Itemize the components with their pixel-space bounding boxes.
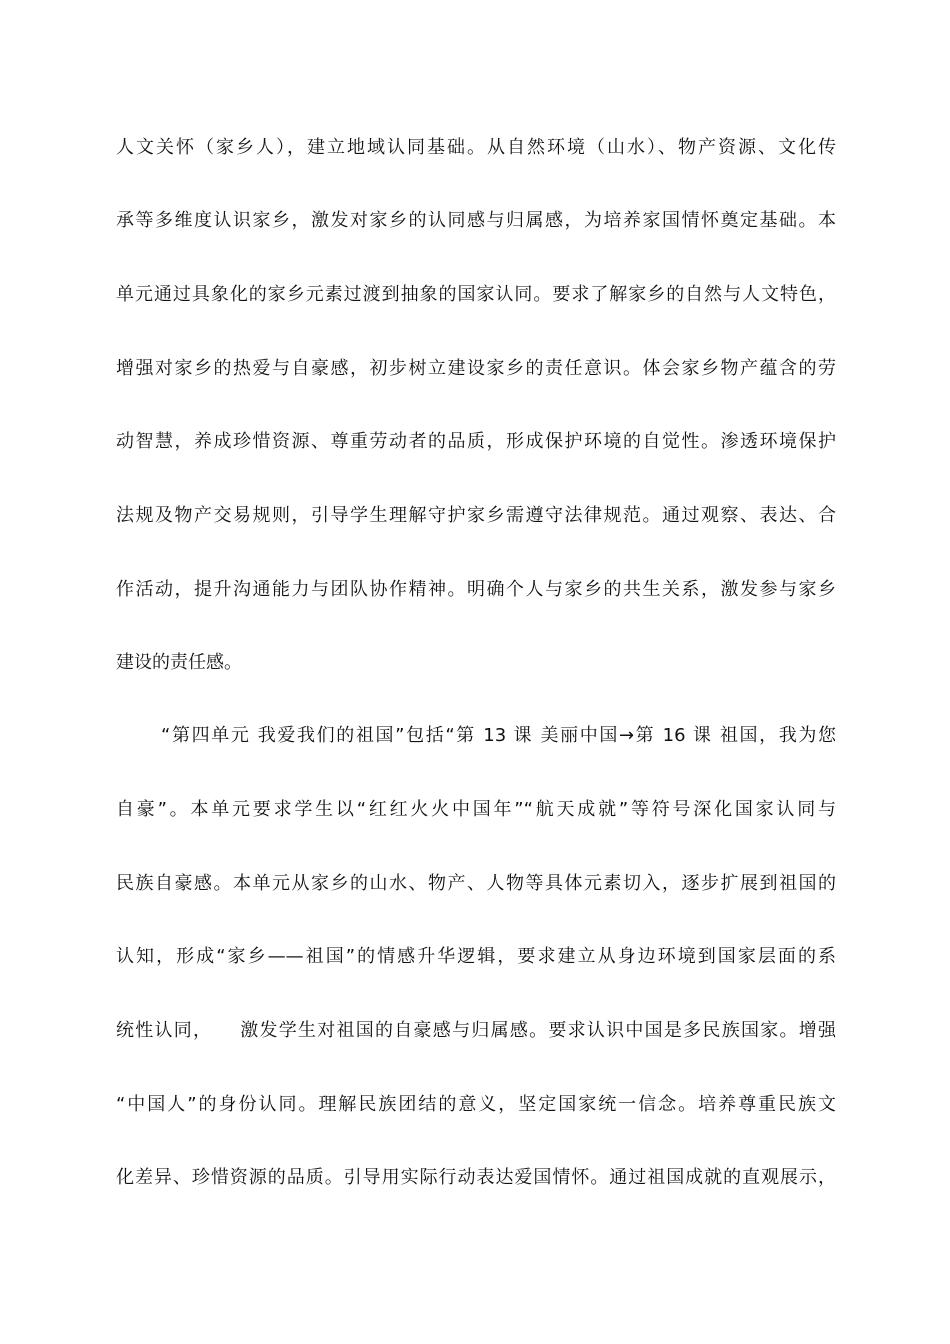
text-line: 民族自豪感。本单元从家乡的山水、物产、人物等具体元素切入，逐步扩展到祖国的 [116,873,836,894]
text-line: 动智慧，养成珍惜资源、尊重劳动者的品质，形成保护环境的自觉性。渗透环境保护 [116,431,836,452]
text-line: 化差异、珍惜资源的品质。引导用实际行动表达爱国情怀。通过祖国成就的直观展示， [116,1167,836,1188]
text-line: 统性认同， 激发学生对祖国的自豪感与归属感。要求认识中国是多民族国家。增强 [116,1020,836,1041]
paragraph-first-line: “第四单元 我爱我们的祖国”包括“第 13 课 美丽中国→第 16 课 祖国，我为您 [161,725,836,746]
text-line: 增强对家乡的热爱与自豪感，初步树立建设家乡的责任意识。体会家乡物产蕴含的劳 [116,358,836,379]
text-line: 法规及物产交易规则，引导学生理解守护家乡需遵守法律规范。通过观察、表达、合 [116,505,836,526]
text-line: “中国人”的身份认同。理解民族团结的意义，坚定国家统一信念。培养尊重民族文 [116,1094,836,1115]
text-line: 自豪”。本单元要求学生以“红红火火中国年”“航天成就”等符号深化国家认同与 [116,799,836,820]
text-line: 人文关怀（家乡人），建立地域认同基础。从自然环境（山水）、物产资源、文化传 [116,137,836,158]
text-line: 认知，形成“家乡——祖国”的情感升华逻辑，要求建立从身边环境到国家层面的系 [116,946,836,967]
text-line: 单元通过具象化的家乡元素过渡到抽象的国家认同。要求了解家乡的自然与人文特色， [116,284,836,305]
text-line: 建设的责任感。 [116,652,242,673]
text-line: 作活动，提升沟通能力与团队协作精神。明确个人与家乡的共生关系，激发参与家乡 [116,579,836,600]
text-line: 承等多维度认识家乡，激发对家乡的认同感与归属感，为培养家国情怀奠定基础。本 [116,210,836,231]
